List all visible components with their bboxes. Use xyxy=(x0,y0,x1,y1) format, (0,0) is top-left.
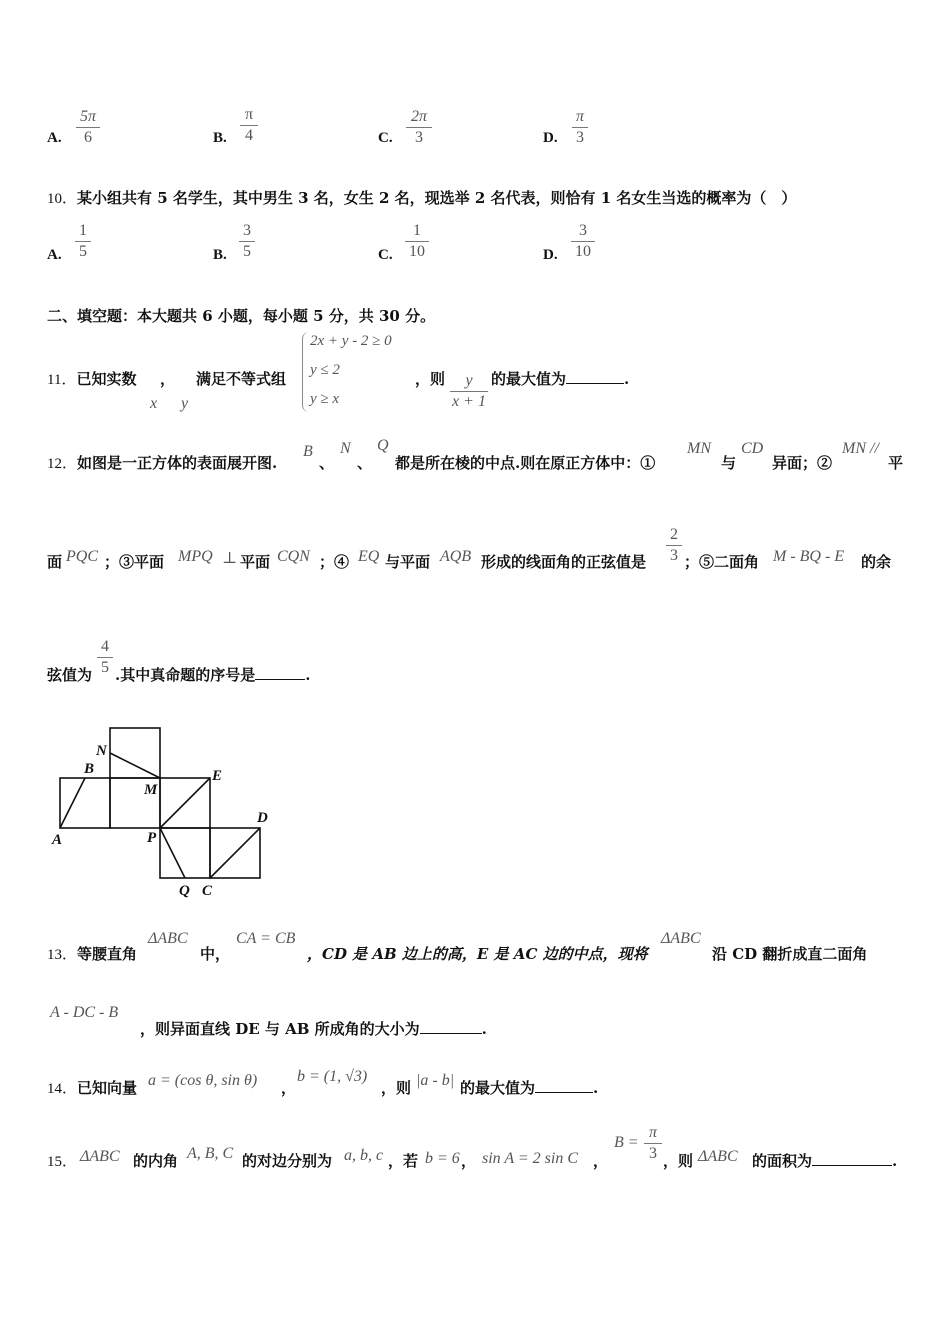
q11-ineq-3: y ≥ x xyxy=(310,391,340,407)
q11-frac-den: x + 1 xyxy=(452,393,486,410)
cube-net-figure xyxy=(40,720,280,905)
q13-eq: CA = CB xyxy=(236,930,296,947)
q11-text4 xyxy=(491,368,629,389)
q12-dihedral: M - BQ - E xyxy=(773,548,845,565)
q12-CQN: CQN xyxy=(277,548,310,565)
q14-a-def: a = (cos θ, sin θ) xyxy=(148,1072,258,1089)
segment-CD xyxy=(210,828,260,878)
q10-stem-text: 某小组共有 5 名学生，其中男生 3 名，女生 2 名，现选举 2 名代表，则恰有 1 名女生当选的概率为（ ） xyxy=(77,189,797,207)
q11-text3: ，则 xyxy=(415,370,446,388)
q10-option-d-num: 3 xyxy=(571,222,595,242)
q14-line-a xyxy=(47,1077,137,1098)
q14-c1: ， xyxy=(281,1079,297,1097)
q15-angles: A, B, C xyxy=(187,1145,234,1162)
net-face-top xyxy=(110,728,160,778)
q12-yu: 与 xyxy=(721,454,737,472)
q12-sep2: 、 xyxy=(357,454,373,472)
q14-answer-blank[interactable] xyxy=(535,1078,593,1093)
q15-pi-num: π xyxy=(644,1124,662,1144)
q11-text1: 已知实数 xyxy=(76,370,137,388)
q12-end: . xyxy=(305,666,311,684)
q9-option-c-num: 2π xyxy=(406,108,432,128)
q10-option-b-fraction xyxy=(239,222,255,262)
q15-tri: ΔABC xyxy=(80,1148,120,1165)
q11-system-brace xyxy=(302,332,309,412)
net-face-bottom-left xyxy=(160,828,210,878)
q9-option-d-den: 3 xyxy=(576,129,584,146)
q12-l3-a: 弦值为 xyxy=(47,666,93,684)
q9-option-b-den: 4 xyxy=(245,127,253,144)
q9-option-b-fraction xyxy=(240,106,258,146)
q15-pi-fraction xyxy=(644,1124,662,1164)
q12-perp: ⊥ xyxy=(222,550,238,567)
q15-pi-den: 3 xyxy=(649,1145,657,1162)
q11-line xyxy=(47,368,136,389)
q14-c2: ，则 xyxy=(381,1079,412,1097)
q15-c2: ， xyxy=(593,1152,609,1170)
q15-t3: ，若 xyxy=(388,1152,419,1170)
q15-t5-label: 的面积为 xyxy=(752,1152,813,1170)
q11-text2: 满足不等式组 xyxy=(196,370,287,388)
q10-option-a-fraction xyxy=(75,222,91,262)
q14-t2-label: 的最大值为 xyxy=(460,1079,536,1097)
q15-c1: ， xyxy=(461,1152,477,1170)
q12-B: B xyxy=(303,443,313,460)
q11-text4-label: 的最大值为 xyxy=(491,370,567,388)
q11-answer-blank[interactable] xyxy=(566,369,624,384)
q12-frac-4-5-den: 5 xyxy=(101,659,109,676)
q12-l2-g: ；⑤二面角 xyxy=(684,553,760,571)
fig-label-M: M xyxy=(144,782,158,798)
q11-ineq-2: y ≤ 2 xyxy=(310,362,340,378)
q12-ping: 平 xyxy=(888,454,904,472)
q15-number: 15． xyxy=(47,1154,78,1170)
fig-label-N: N xyxy=(96,743,107,759)
q13-line1-a xyxy=(47,943,137,964)
q12-AQB: AQB xyxy=(440,548,472,565)
q12-l2-e: 与平面 xyxy=(385,553,431,571)
q10-option-c-fraction xyxy=(405,222,429,262)
q13-ang: A - DC - B xyxy=(50,1004,119,1021)
q12-l1-a: 如图是一正方体的表面展开图. xyxy=(77,454,278,472)
q12-l3-b-label: .其中真命题的序号是 xyxy=(115,666,256,684)
q12-Q: Q xyxy=(377,437,389,454)
q10-option-d-den: 10 xyxy=(575,243,591,260)
q11-comma: ， xyxy=(160,370,176,388)
q9-option-c-den: 3 xyxy=(415,129,423,146)
q10-option-a-num: 1 xyxy=(75,222,91,242)
q15-t4: ，则 xyxy=(663,1152,694,1170)
q9-option-b-label: B. xyxy=(213,130,227,146)
fig-label-C: C xyxy=(202,883,213,899)
q13-tri: ΔABC xyxy=(148,930,188,947)
segment-PQ xyxy=(160,828,185,878)
fig-label-B: B xyxy=(84,761,95,777)
q12-EQ: EQ xyxy=(358,548,380,565)
q12-l1-b: 都是所在棱的中点.则在原正方体中：① xyxy=(395,454,656,472)
q10-option-d-label: D. xyxy=(543,247,558,263)
q12-l2-b: ；③平面 xyxy=(104,553,165,571)
q12-number: 12． xyxy=(47,456,78,472)
q12-MNpar: MN // xyxy=(842,440,879,457)
q10-option-b-num: 3 xyxy=(239,222,255,242)
segment-AB xyxy=(60,778,85,828)
q10-option-c-num: 1 xyxy=(405,222,429,242)
q13-t3: ，CD 是 AB 边上的高，E 是 AC 边的中点，现将 xyxy=(307,945,648,963)
q15-answer-blank[interactable] xyxy=(812,1151,892,1166)
q9-option-a-num: 5π xyxy=(76,108,100,128)
q10-option-c-den: 10 xyxy=(409,243,425,260)
q11-end: . xyxy=(624,370,630,388)
q9-option-c-label: C. xyxy=(378,130,393,146)
q15-t1: 的内角 xyxy=(133,1152,179,1170)
q13-number: 13． xyxy=(47,947,78,963)
q12-frac-4-5 xyxy=(97,638,113,678)
q12-l3-b xyxy=(115,664,310,685)
q14-number: 14． xyxy=(47,1081,78,1097)
q12-N: N xyxy=(340,440,351,457)
q9-option-d-label: D. xyxy=(543,130,558,146)
q14-b-def: b = (1, √3) xyxy=(297,1068,368,1085)
q10-option-d-fraction xyxy=(571,222,595,262)
q15-b6: b = 6 xyxy=(425,1150,460,1167)
q12-frac-2-3 xyxy=(666,526,682,566)
q13-end: . xyxy=(481,1020,487,1038)
q15-sides: a, b, c xyxy=(344,1147,384,1164)
section-2-heading: 二、填空题：本大题共 6 小题，每小题 5 分，共 30 分。 xyxy=(47,307,436,325)
q12-l1-c: 异面；② xyxy=(772,454,833,472)
q12-l2-h: 的余 xyxy=(861,553,892,571)
q10-option-a-den: 5 xyxy=(79,243,87,260)
q12-l2-c: 平面 xyxy=(240,553,271,571)
q12-sep1: 、 xyxy=(319,454,335,472)
q14-t2 xyxy=(460,1077,598,1098)
q10-option-b-den: 5 xyxy=(243,243,251,260)
q12-PQC: PQC xyxy=(66,548,98,565)
q15-tri2: ΔABC xyxy=(698,1148,738,1165)
q12-answer-blank[interactable] xyxy=(255,665,305,680)
q13-t5 xyxy=(140,1018,487,1039)
q10-stem xyxy=(47,187,796,208)
q15-t2: 的对边分别为 xyxy=(242,1152,333,1170)
q15-sin: sin A = 2 sin C xyxy=(482,1150,579,1167)
q9-option-a-label: A. xyxy=(47,130,62,146)
q12-l2-a: 面 xyxy=(47,553,63,571)
q11-ineq-1: 2x + y - 2 ≥ 0 xyxy=(310,333,392,349)
q12-l2-d: ；④ xyxy=(319,553,350,571)
q11-frac-num: y xyxy=(450,372,488,392)
segment-NM xyxy=(110,753,160,778)
q14-end: . xyxy=(593,1079,599,1097)
net-face-left xyxy=(60,778,110,828)
q12-frac-2-3-den: 3 xyxy=(670,547,678,564)
q11-var-x: x xyxy=(150,395,158,412)
q13-answer-blank[interactable] xyxy=(420,1019,482,1034)
q12-l2-f: 形成的线面角的正弦值是 xyxy=(481,553,647,571)
q12-frac-4-5-num: 4 xyxy=(97,638,113,658)
q9-option-a-fraction xyxy=(76,108,100,148)
fig-label-E: E xyxy=(212,768,223,784)
q12-line1-a xyxy=(47,452,277,473)
q14-t1: 已知向量 xyxy=(77,1079,138,1097)
q10-option-c-label: C. xyxy=(378,247,393,263)
q9-option-b-num: π xyxy=(240,106,258,126)
q11-number: 11． xyxy=(47,372,77,388)
q10-option-a-label: A. xyxy=(47,247,62,263)
fig-label-D: D xyxy=(257,810,268,826)
q9-option-c-fraction xyxy=(406,108,432,148)
q9-option-d-fraction xyxy=(572,108,588,148)
q12-CD: CD xyxy=(741,440,764,457)
q11-fraction xyxy=(450,372,488,412)
fig-label-P: P xyxy=(147,830,157,846)
q12-MN: MN xyxy=(687,440,711,457)
q13-t4: 沿 CD 翻折成直二面角 xyxy=(712,945,868,963)
segment-PE xyxy=(160,778,210,828)
q13-tri2: ΔABC xyxy=(661,930,701,947)
q13-t1: 等腰直角 xyxy=(77,945,138,963)
q15-end: . xyxy=(892,1152,898,1170)
q10-number: 10． xyxy=(47,191,78,207)
q9-option-a-den: 6 xyxy=(84,129,92,146)
q13-t5-label: ，则异面直线 DE 与 AB 所成角的大小为 xyxy=(140,1020,420,1038)
q12-frac-2-3-num: 2 xyxy=(666,526,682,546)
fig-label-A: A xyxy=(52,832,63,848)
q14-expr: |a - b| xyxy=(416,1072,455,1089)
q13-t2: 中， xyxy=(200,945,231,963)
q12-MPQ: MPQ xyxy=(178,548,213,565)
q9-option-d-num: π xyxy=(572,108,588,128)
fig-label-Q: Q xyxy=(179,883,190,899)
q10-option-b-label: B. xyxy=(213,247,227,263)
q11-var-y: y xyxy=(181,395,189,412)
q15-B-eq: B = xyxy=(614,1134,639,1151)
q15-t5 xyxy=(752,1150,897,1171)
